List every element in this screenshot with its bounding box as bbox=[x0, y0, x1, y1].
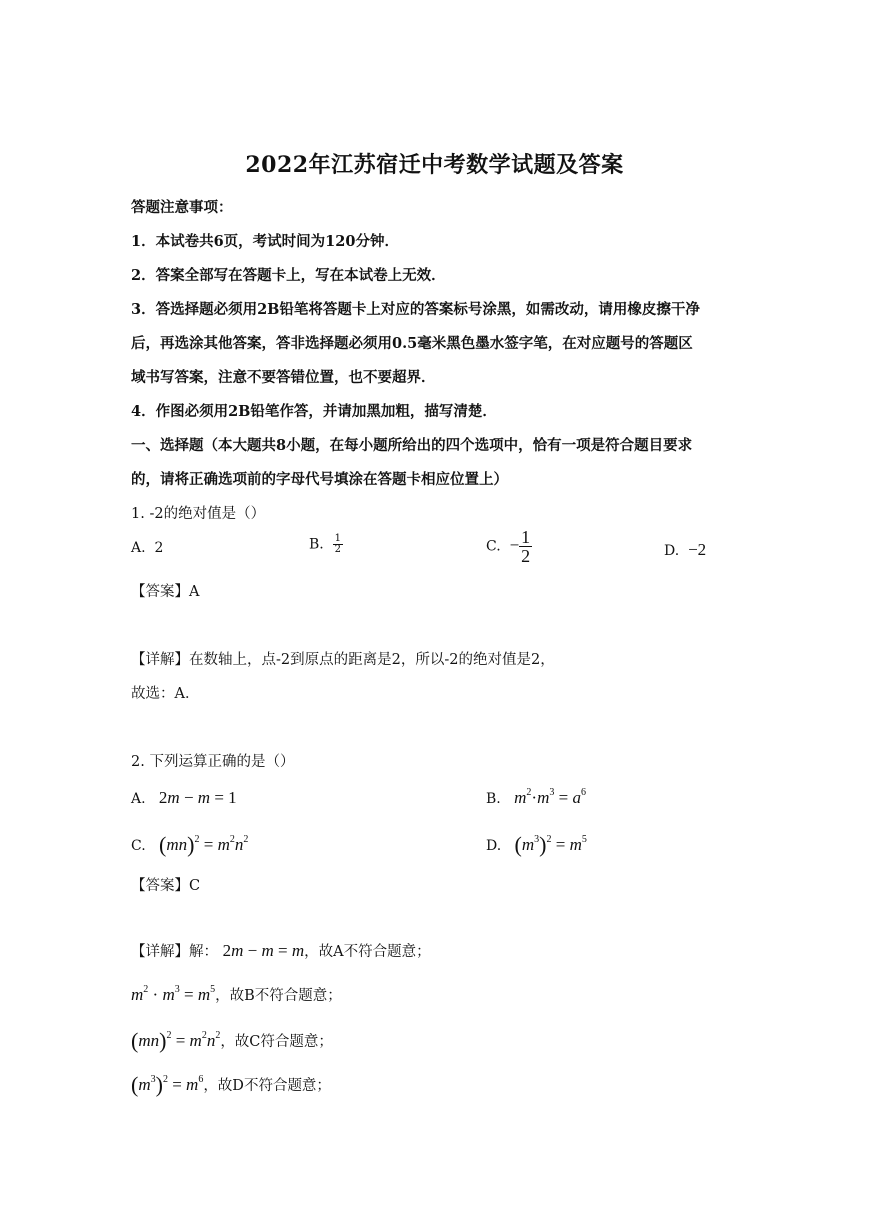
notice-heading: 答题注意事项： bbox=[131, 199, 233, 216]
step-note: ，故B不符合题意； bbox=[215, 988, 342, 1004]
fraction bbox=[519, 528, 532, 565]
q2-detail-step-2 bbox=[131, 984, 342, 1005]
section-heading: 一、选择题（本大题共8小题，在每小题所给出的四个选项中，恰有一项是符合题目要求 bbox=[131, 437, 693, 454]
q1-option-d bbox=[664, 540, 706, 560]
q2-detail-step-3 bbox=[131, 1028, 333, 1054]
notice-item-3-cont: 后，再选涂其他答案，答非选择题必须用0.5毫米黑色墨水签字笔，在对应题号的答题区 bbox=[131, 335, 693, 352]
notice-item-2: 2．答案全部写在答题卡上，写在本试卷上无效． bbox=[131, 267, 446, 284]
fraction-numerator: 1 bbox=[334, 533, 342, 544]
option-label: D. bbox=[486, 838, 502, 854]
option-label: D. bbox=[664, 543, 680, 559]
fraction-denominator: 2 bbox=[334, 544, 342, 555]
option-label: C. bbox=[486, 538, 501, 555]
math-expression: 2m − m = m bbox=[222, 941, 305, 960]
q1-option-b bbox=[309, 534, 343, 555]
minus-sign: − bbox=[509, 535, 520, 555]
option-value: 2 bbox=[154, 540, 164, 556]
q1-stem: 1. -2的绝对值是（） bbox=[131, 506, 266, 522]
section-heading-cont: 的，请将正确选项前的字母代号填涂在答题卡相应位置上） bbox=[131, 471, 508, 488]
fraction bbox=[333, 534, 343, 555]
math-expression: $(mn)^2 = m^2n^2$ bbox=[131, 1028, 221, 1053]
math-expression: 2m − m = 1 bbox=[158, 788, 237, 807]
detail-prefix: 【详解】解： bbox=[131, 944, 218, 960]
q1-option-a bbox=[131, 540, 163, 556]
option-label: B. bbox=[309, 536, 324, 553]
math-expression: $m^2 \cdot m^3 = m^5$ bbox=[131, 984, 216, 1004]
q2-stem: 2. 下列运算正确的是（） bbox=[131, 754, 295, 770]
q2-option-c bbox=[131, 832, 248, 858]
q1-option-c bbox=[486, 528, 532, 565]
q1-conclusion: 故选：A． bbox=[131, 686, 200, 702]
q1-answer: 【答案】A bbox=[131, 584, 200, 600]
option-label: B. bbox=[486, 791, 501, 807]
step-note: ，故C符合题意； bbox=[220, 1034, 333, 1050]
q2-option-b bbox=[486, 788, 586, 808]
option-value: −2 bbox=[688, 540, 707, 559]
q2-option-d bbox=[486, 832, 587, 858]
notice-item-1: 1．本试卷共6页，考试时间为120分钟． bbox=[131, 233, 399, 250]
math-expression: $m^2\cdot m^3 = a^6$ bbox=[514, 787, 586, 807]
q2-detail-step-4 bbox=[131, 1072, 331, 1098]
notice-item-4: 4．作图必须用2B铅笔作答，并请加黑加粗，描写清楚． bbox=[131, 403, 497, 420]
math-expression: $(m^3)^2 = m^5$ bbox=[514, 832, 587, 857]
math-expression: $(mn)^2 = m^2n^2$ bbox=[159, 832, 249, 857]
page-title: 2022年江苏宿迁中考数学试题及答案 bbox=[245, 152, 624, 178]
math-expression: $(m^3)^2 = m^6$ bbox=[131, 1072, 204, 1097]
q2-option-a bbox=[131, 788, 237, 808]
q2-answer: 【答案】C bbox=[131, 878, 201, 894]
option-label: C. bbox=[131, 838, 146, 854]
notice-item-3: 3．答选择题必须用2B铅笔将答题卡上对应的答案标号涂黑，如需改动，请用橡皮擦干净 bbox=[131, 301, 700, 318]
q1-detail: 【详解】在数轴上，点-2到原点的距离是2，所以-2的绝对值是2， bbox=[131, 652, 555, 668]
notice-item-3-cont2: 域书写答案，注意不要答错位置，也不要超界． bbox=[131, 369, 436, 386]
fraction-denominator: 2 bbox=[521, 546, 531, 566]
option-label: A. bbox=[131, 791, 146, 807]
step-note: ，故A不符合题意； bbox=[304, 944, 431, 960]
option-label: A. bbox=[131, 540, 146, 556]
step-note: ，故D不符合题意； bbox=[203, 1078, 331, 1094]
q2-detail-step-1 bbox=[131, 940, 431, 961]
fraction-numerator: 1 bbox=[521, 527, 531, 547]
